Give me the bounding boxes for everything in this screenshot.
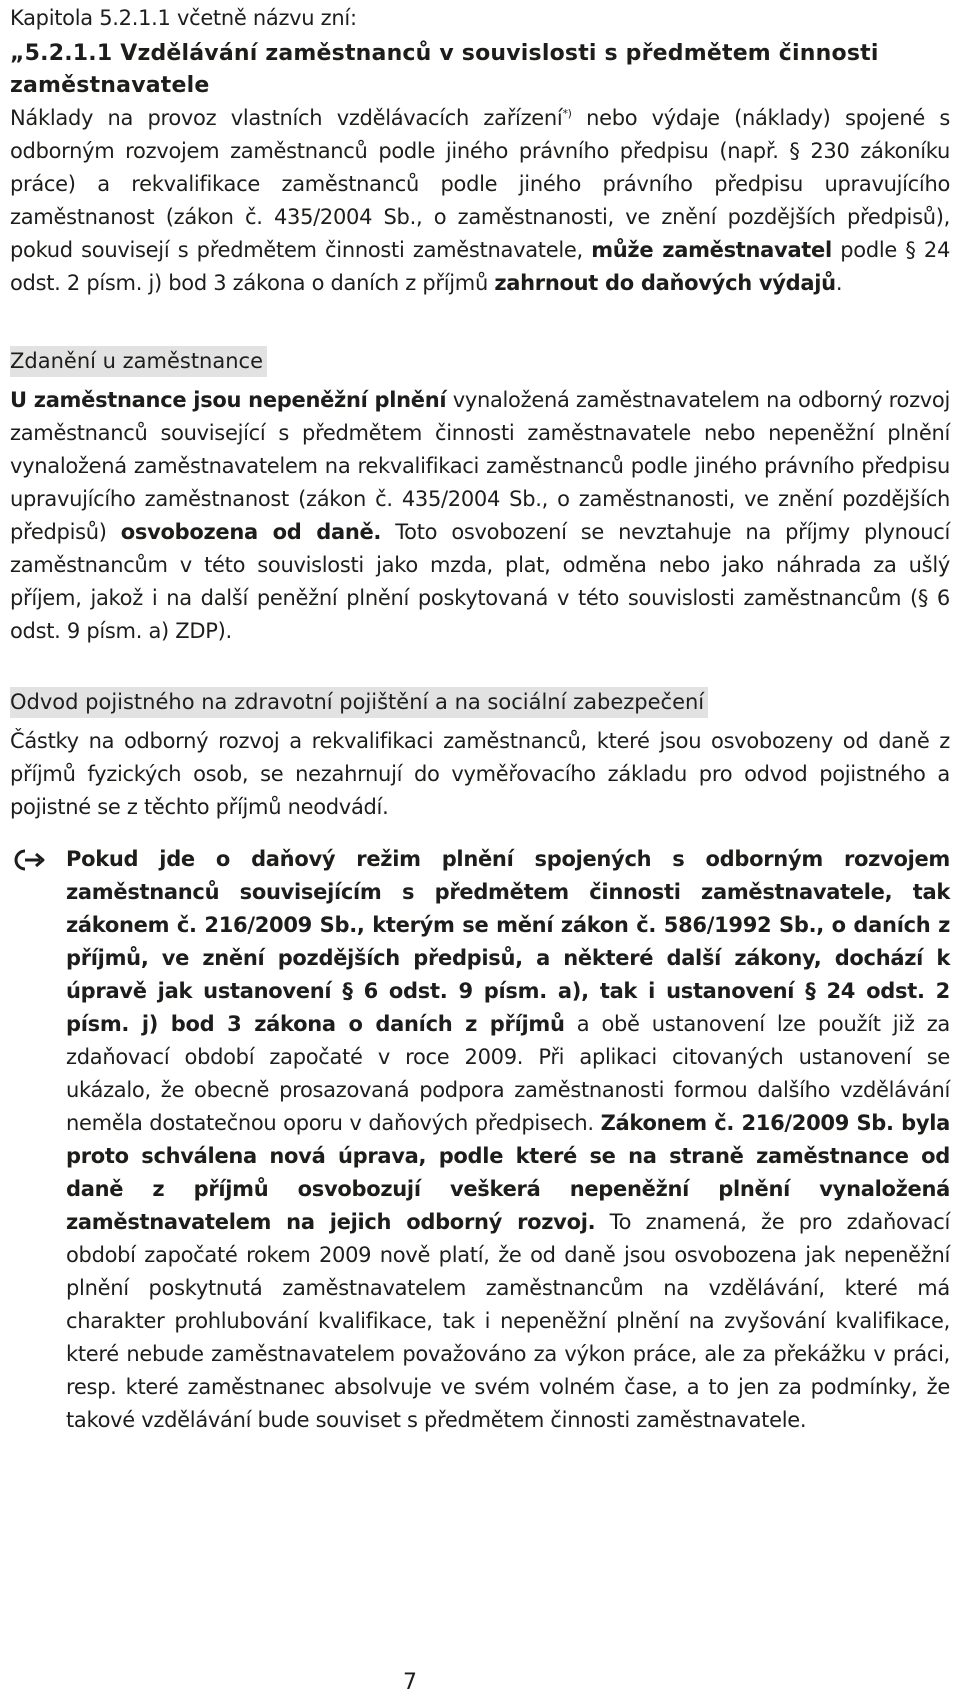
section-heading-text: Zdanění u zaměstnance (10, 346, 267, 377)
bullet-text (66, 843, 950, 1437)
section-heading-taxation (10, 346, 950, 377)
footnote-mark: *) (562, 107, 572, 120)
curved-arrow-icon (12, 847, 48, 873)
section-2-text: Částky na odborný rozvoj a rekvalifikaci zaměstnanců, které jsou osvobozeny od daně z příjmů fyzických osob, se nezahrnují do vyměřovacího základu pro odvod pojistného a pojistné se z těchto příjmů neodvádí. (10, 729, 950, 819)
section-1-text (10, 384, 950, 648)
bold-run: zahrnout do daňových výdajů (494, 271, 836, 295)
paragraph-1-text (10, 102, 950, 300)
paragraph-1 (10, 102, 950, 300)
section-2-paragraph (10, 725, 950, 824)
bold-run: Zákonem č. 216/2009 Sb. byla proto schválena nová úprava, podle které se na straně zaměstnance od daně z příjmů osvobozují veškerá nepeněžní plnění vynaložená zaměstnavatelem na jejich odborný rozvoj. (66, 1111, 951, 1234)
chapter-heading (10, 38, 950, 102)
text-run: podle § 24 odst. 2 písm. j) bod 3 zákona o daních z příjmů (10, 238, 951, 295)
chapter-heading-text: „5.2.1.1 Vzdělávání zaměstnanců v souvislosti s předmětem činnosti zaměstnavatele (10, 41, 879, 98)
text-run: a obě ustanovení lze použít již za zdaňovací období započaté v roce 2009. Při aplikaci citovaných ustanovení se ukázalo, že obecně prosazovaná podpora zaměstnanosti formou dalšího vzdělávání neměla dostatečnou oporu v daňových předpisech. (66, 1012, 950, 1135)
bold-run: Pokud jde o daňový režim plnění spojených s odborným rozvojem zaměstnanců souvisejícím s předmětem činnosti zaměstnavatele, tak zákonem č. 216/2009 Sb., kterým se mění zákon č. 586/1992 Sb., o daních z příjmů, ve znění pozdějších předpisů, a některé další zákony, dochází k úpravě jak ustanovení § 6 odst. 9 písm. a), tak i ustanovení § 24 odst. 2 písm. j) bod 3 zákona o daních z příjmů (66, 847, 950, 1036)
text-run: Toto osvobození se nevztahuje na příjmy plynoucí zaměstnancům v této souvislosti jako mzda, plat, odměna nebo jako náhrada za ušlý příjem, jakož i na další peněžní plnění poskytovaná v této souvislosti zaměstnancům (§ 6 odst. 9 písm. a) ZDP). (10, 520, 950, 643)
section-heading-text: Odvod pojistného na zdravotní pojištění a na sociální zabezpečení (10, 687, 708, 718)
text-run: . (835, 271, 843, 295)
section-1-paragraph (10, 384, 950, 648)
text-run: nebo výdaje (náklady) spojené s odborným rozvojem zaměstnanců podle jiného právního předpisu (např. § 230 zákoníku práce) a rekvalifikace zaměstnanců podle jiného právního předpisu upravujícího zaměstnanost (zákon č. 435/2004 Sb., o zaměstnanosti, ve znění pozdějších předpisů), pokud souvisejí s předmětem činnosti zaměstnavatele, (10, 106, 950, 262)
text-run: To znamená, že pro zdaňovací období započaté rokem 2009 nově platí, že od daně jsou osvobozena jak nepeněžní plnění poskytnutá zaměstnavatelem zaměstnancům na vzdělávání, které má charakter prohlubování kvalifikace, tak i nepeněžní plnění na zvyšování kvalifikace, které nebude zaměstnavatelem považováno za výkon práce, ale za překážku v práci, resp. které zaměstnanec absolvuje ve svém volném čase, a to jen za podmínky, že takové vzdělávání bude souviset s předmětem činnosti zaměstnavatele. (66, 1210, 950, 1432)
bold-run: U zaměstnance jsou nepeněžní plnění (10, 388, 447, 412)
section-heading-insurance (10, 687, 950, 718)
bullet-block (10, 843, 950, 1437)
intro-text: Kapitola 5.2.1.1 včetně názvu zní: (10, 6, 357, 30)
page-number: 7 (403, 1670, 417, 1695)
bold-run: může zaměstnavatel (591, 238, 832, 262)
text-run: Náklady na provoz vlastních vzdělávacích zařízení (10, 106, 563, 130)
intro-line (10, 2, 950, 35)
text-run: vynaložená zaměstnavatelem na odborný rozvoj zaměstnanců související s předmětem činnosti zaměstnavatele nebo nepeněžní plnění vynaložená zaměstnavatelem na rekvalifikaci zaměstnanců podle jiného právního předpisu upravujícího zaměstnanost (zákon č. 435/2004 Sb., o zaměstnanosti, ve znění pozdějších předpisů) (10, 388, 951, 544)
bold-run: osvobozena od daně. (120, 520, 382, 544)
